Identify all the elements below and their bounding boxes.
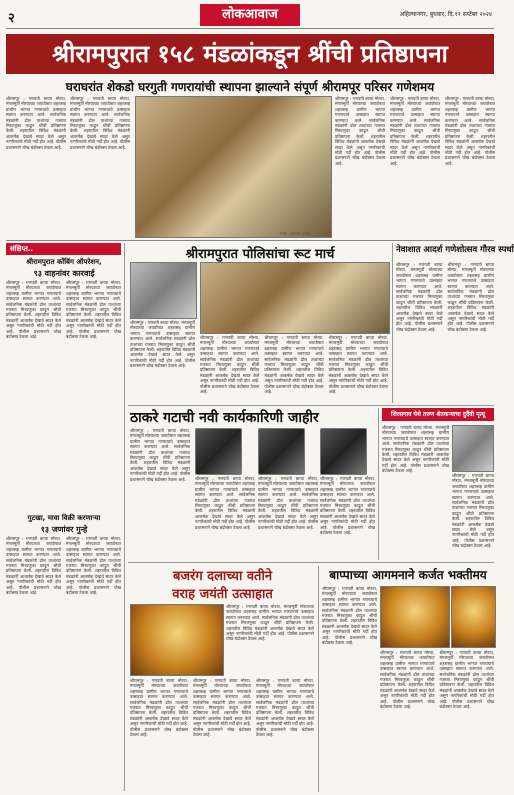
lead-text-col5: श्रीरामपूर : गणपती बाप्पा मोरया, मंगलमूर्ती मोरयाच्या जयघोषात शहरासह ग्रामीण भागात गणरायाचे उत्साहात स्वागत करण्यात आले. सार्वजनिक मंडळांनी ढोल ताशांच्या गजरात मिरवणुका काढून श्रींची प्रतिष्ठापना केली. शहरातील विविध मंडळांनी आकर्षक देखावे सादर केले असून नागरिकांची मोठी गर्दी होत आहे. पोलीस प्रशासनाने चोख बंदोबस्त ठेवला आहे. — [445, 96, 495, 166]
lead-text-col3: श्रीरामपूर : गणपती बाप्पा मोरया, मंगलमूर्ती मोरयाच्या जयघोषात शहरासह ग्रामीण भागात गणरायाचे उत्साहात स्वागत करण्यात आले. सार्वजनिक मंडळांनी ढोल ताशांच्या गजरात मिरवणुका काढून श्रींची प्रतिष्ठापना केली. शहरातील विविध मंडळांनी आकर्षक देखावे सादर केले असून नागरिकांची मोठी गर्दी होत आहे. पोलीस प्रशासनाने चोख बंदोबस्त ठेवला आहे. — [335, 96, 385, 166]
police-headline: श्रीरामपुरात पोलिसांचा रूट मार्च — [185, 247, 335, 262]
lead-photo-ganesh-procession — [135, 96, 332, 238]
competition-body — [396, 262, 494, 402]
sidebar-story2-text-a: श्रीरामपूर : गणपती बाप्पा मोरया, मंगलमूर्ती मोरयाच्या जयघोषात शहरासह ग्रामीण भागात गणरायाचे उत्साहात स्वागत करण्यात आले. सार्वजनिक मंडळांनी ढोल ताशांच्या गजरात मिरवणुका काढून श्रींची प्रतिष्ठापना केली. शहरातील विविध मंडळांनी आकर्षक देखावे सादर केले असून नागरिकांची मोठी गर्दी होत आहे. पोलीस प्रशासनाने चोख बंदोबस्त ठेवला आहे. — [6, 536, 61, 596]
police-march-photo — [200, 262, 390, 334]
page-number: २ — [8, 11, 15, 26]
competition-text-a: श्रीरामपूर : गणपती बाप्पा मोरया, मंगलमूर्ती मोरयाच्या जयघोषात शहरासह ग्रामीण भागात गणरायाचे उत्साहात स्वागत करण्यात आले. सार्वजनिक मंडळांनी ढोल ताशांच्या गजरात मिरवणुका काढून श्रींची प्रतिष्ठापना केली. शहरातील विविध मंडळांनी आकर्षक देखावे सादर केले असून नागरिकांची मोठी गर्दी होत आहे. पोलीस प्रशासनाने चोख बंदोबस्त ठेवला आहे. — [396, 262, 443, 332]
bappa-idol-photo-2 — [451, 586, 496, 648]
sidebar-story1-text-b: श्रीरामपूर : गणपती बाप्पा मोरया, मंगलमूर्ती मोरयाच्या जयघोषात शहरासह ग्रामीण भागात गणरायाचे उत्साहात स्वागत करण्यात आले. सार्वजनिक मंडळांनी ढोल ताशांच्या गजरात मिरवणुका काढून श्रींची प्रतिष्ठापना केली. शहरातील विविध मंडळांनी आकर्षक देखावे सादर केले असून नागरिकांची मोठी गर्दी होत आहे. पोलीस प्रशासनाने चोख बंदोबस्त ठेवला आहे. — [66, 280, 121, 340]
thackeray-text-col1: श्रीरामपूर : गणपती बाप्पा मोरया, मंगलमूर्ती मोरयाच्या जयघोषात शहरासह ग्रामीण भागात गणरायाचे उत्साहात स्वागत करण्यात आले. सार्वजनिक मंडळांनी ढोल ताशांच्या गजरात मिरवणुका काढून श्रींची प्रतिष्ठापना केली. शहरातील विविध मंडळांनी आकर्षक देखावे सादर केले असून नागरिकांची मोठी गर्दी होत आहे. पोलीस प्रशासनाने चोख बंदोबस्त ठेवला आहे. — [130, 428, 190, 482]
bappa-idol-photo — [380, 586, 450, 648]
lead-headline: श्रीरामपुरात १५८ मंडळांकडून श्रींची प्रतिष्ठापना — [6, 34, 494, 74]
bajrang-text-b: श्रीरामपूर : गणपती बाप्पा मोरया, मंगलमूर्ती मोरयाच्या जयघोषात शहरासह ग्रामीण भागात गणरायाचे उत्साहात स्वागत करण्यात आले. सार्वजनिक मंडळांनी ढोल ताशांच्या गजरात मिरवणुका काढून श्रींची प्रतिष्ठापना केली. शहरातील विविध मंडळांनी आकर्षक देखावे सादर केले असून नागरिकांची मोठी गर्दी होत आहे. पोलीस प्रशासनाने चोख बंदोबस्त ठेवला आहे. — [193, 678, 251, 738]
sidebar-story2-body — [6, 536, 121, 788]
sidebar-label: संक्षिप्त.. — [6, 243, 121, 255]
lead-text-col2: श्रीरामपूर : गणपती बाप्पा मोरया, मंगलमूर्ती मोरयाच्या जयघोषात शहरासह ग्रामीण भागात गणरायाचे उत्साहात स्वागत करण्यात आले. सार्वजनिक मंडळांनी ढोल ताशांच्या गजरात मिरवणुका काढून श्रींची प्रतिष्ठापना केली. शहरातील विविध मंडळांनी आकर्षक देखावे सादर केले असून नागरिकांची मोठी गर्दी होत आहे. पोलीस प्रशासनाने चोख बंदोबस्त ठेवला आहे. — [70, 96, 130, 150]
thackeray-headline: ठाकरे गटाची नवी कार्यकारिणी जाहीर — [130, 410, 319, 426]
bajrang-body — [130, 678, 314, 790]
bappa-body — [380, 650, 494, 790]
date-line: अहिल्यानगर, बुधवार, दि.११ सप्टेंबर २०२४ — [399, 11, 492, 18]
lead-photo-caption: छाया : कैलास शेळके — [280, 231, 311, 236]
sidebar-story1-text-a: श्रीरामपूर : गणपती बाप्पा मोरया, मंगलमूर्ती मोरयाच्या जयघोषात शहरासह ग्रामीण भागात गणरायाचे उत्साहात स्वागत करण्यात आले. सार्वजनिक मंडळांनी ढोल ताशांच्या गजरात मिरवणुका काढून श्रींची प्रतिष्ठापना केली. शहरातील विविध मंडळांनी आकर्षक देखावे सादर केले असून नागरिकांची मोठी गर्दी होत आहे. पोलीस प्रशासनाने चोख बंदोबस्त ठेवला आहे. — [6, 280, 61, 340]
masthead-logo: लोकआवाज — [200, 4, 300, 26]
competition-text-b: श्रीरामपूर : गणपती बाप्पा मोरया, मंगलमूर्ती मोरयाच्या जयघोषात शहरासह ग्रामीण भागात गणरायाचे उत्साहात स्वागत करण्यात आले. सार्वजनिक मंडळांनी ढोल ताशांच्या गजरात मिरवणुका काढून श्रींची प्रतिष्ठापना केली. शहरातील विविध मंडळांनी आकर्षक देखावे सादर केले असून नागरिकांची मोठी गर्दी होत आहे. पोलीस प्रशासनाने चोख बंदोबस्त ठेवला आहे. — [447, 262, 494, 332]
thackeray-text-col4: श्रीरामपूर : गणपती बाप्पा मोरया, मंगलमूर्ती मोरयाच्या जयघोषात शहरासह ग्रामीण भागात गणरायाचे उत्साहात स्वागत करण्यात आले. सार्वजनिक मंडळांनी ढोल ताशांच्या गजरात मिरवणुका काढून श्रींची प्रतिष्ठापना केली. शहरातील विविध मंडळांनी आकर्षक देखावे सादर केले असून नागरिकांची मोठी गर्दी होत आहे. पोलीस प्रशासनाने चोख बंदोबस्त ठेवला आहे. — [320, 476, 375, 536]
sidebar-story2-text-b: श्रीरामपूर : गणपती बाप्पा मोरया, मंगलमूर्ती मोरयाच्या जयघोषात शहरासह ग्रामीण भागात गणरायाचे उत्साहात स्वागत करण्यात आले. सार्वजनिक मंडळांनी ढोल ताशांच्या गजरात मिरवणुका काढून श्रींची प्रतिष्ठापना केली. शहरातील विविध मंडळांनी आकर्षक देखावे सादर केले असून नागरिकांची मोठी गर्दी होत आहे. पोलीस प्रशासनाने चोख बंदोबस्त ठेवला आहे. — [66, 536, 121, 596]
accident-text-col1: श्रीरामपूर : गणपती बाप्पा मोरया, मंगलमूर्ती मोरयाच्या जयघोषात शहरासह ग्रामीण भागात गणरायाचे उत्साहात स्वागत करण्यात आले. सार्वजनिक मंडळांनी ढोल ताशांच्या गजरात मिरवणुका काढून श्रींची प्रतिष्ठापना केली. शहरातील विविध मंडळांनी आकर्षक देखावे सादर केले असून नागरिकांची मोठी गर्दी होत आहे. पोलीस प्रशासनाने चोख बंदोबस्त ठेवला आहे. — [382, 425, 449, 474]
sidebar-story2-title: गुटखा, मावा विक्री करणाऱ्या — [27, 514, 101, 522]
thackeray-portrait-2 — [258, 428, 305, 475]
police-text-c: श्रीरामपूर : गणपती बाप्पा मोरया, मंगलमूर्ती मोरयाच्या जयघोषात शहरासह ग्रामीण भागात गणरायाचे उत्साहात स्वागत करण्यात आले. सार्वजनिक मंडळांनी ढोल ताशांच्या गजरात मिरवणुका काढून श्रींची प्रतिष्ठापना केली. शहरातील विविध मंडळांनी आकर्षक देखावे सादर केले असून नागरिकांची मोठी गर्दी होत आहे. पोलीस प्रशासनाने चोख बंदोबस्त ठेवला आहे. — [328, 335, 388, 395]
accident-divider — [378, 408, 379, 560]
lead-text-col4: श्रीरामपूर : गणपती बाप्पा मोरया, मंगलमूर्ती मोरयाच्या जयघोषात शहरासह ग्रामीण भागात गणरायाचे उत्साहात स्वागत करण्यात आले. सार्वजनिक मंडळांनी ढोल ताशांच्या गजरात मिरवणुका काढून श्रींची प्रतिष्ठापना केली. शहरातील विविध मंडळांनी आकर्षक देखावे सादर केले असून नागरिकांची मोठी गर्दी होत आहे. पोलीस प्रशासनाने चोख बंदोबस्त ठेवला आहे. — [390, 96, 440, 166]
accident-victim-photo — [452, 425, 494, 472]
sidebar-story1-title: श्रीरामपुरात कोंबिंग ऑपरेशन, — [26, 258, 102, 266]
bappa-headline: बाप्पाच्या आगमनाने कर्जत भक्तीमय — [329, 568, 487, 582]
sidebar-story1-subtitle: ९३ वाहनांवर कारवाई — [33, 269, 95, 278]
sidebar-story2-subtitle: १३ जणांवर गुन्हे — [40, 525, 88, 534]
accident-text-col2: श्रीरामपूर : गणपती बाप्पा मोरया, मंगलमूर्ती मोरयाच्या जयघोषात शहरासह ग्रामीण भागात गणरायाचे उत्साहात स्वागत करण्यात आले. सार्वजनिक मंडळांनी ढोल ताशांच्या गजरात मिरवणुका काढून श्रींची प्रतिष्ठापना केली. शहरातील विविध मंडळांनी आकर्षक देखावे सादर केले असून नागरिकांची मोठी गर्दी होत आहे. पोलीस प्रशासनाने चोख बंदोबस्त ठेवला आहे. — [452, 473, 494, 549]
competition-headline: नेवाशात आदर्श गणेशोत्सव गौरव स्पर्धा — [396, 245, 514, 255]
thackeray-text-col2: श्रीरामपूर : गणपती बाप्पा मोरया, मंगलमूर्ती मोरयाच्या जयघोषात शहरासह ग्रामीण भागात गणरायाचे उत्साहात स्वागत करण्यात आले. सार्वजनिक मंडळांनी ढोल ताशांच्या गजरात मिरवणुका काढून श्रींची प्रतिष्ठापना केली. शहरातील विविध मंडळांनी आकर्षक देखावे सादर केले असून नागरिकांची मोठी गर्दी होत आहे. पोलीस प्रशासनाने चोख बंदोबस्त ठेवला आहे. — [195, 476, 255, 530]
mid-rule — [128, 405, 494, 406]
bappa-divider — [318, 566, 319, 792]
police-body — [200, 335, 388, 400]
police-text-col1: श्रीरामपूर : गणपती बाप्पा मोरया, मंगलमूर्ती मोरयाच्या जयघोषात शहरासह ग्रामीण भागात गणरायाचे उत्साहात स्वागत करण्यात आले. सार्वजनिक मंडळांनी ढोल ताशांच्या गजरात मिरवणुका काढून श्रींची प्रतिष्ठापना केली. शहरातील विविध मंडळांनी आकर्षक देखावे सादर केले असून नागरिकांची मोठी गर्दी होत आहे. पोलीस प्रशासनाने चोख बंदोबस्त ठेवला आहे. — [130, 320, 195, 369]
thackeray-portrait-3 — [320, 428, 367, 475]
sidebar-story1-body — [6, 280, 121, 510]
police-text-b: श्रीरामपूर : गणपती बाप्पा मोरया, मंगलमूर्ती मोरयाच्या जयघोषात शहरासह ग्रामीण भागात गणरायाचे उत्साहात स्वागत करण्यात आले. सार्वजनिक मंडळांनी ढोल ताशांच्या गजरात मिरवणुका काढून श्रींची प्रतिष्ठापना केली. शहरातील विविध मंडळांनी आकर्षक देखावे सादर केले असून नागरिकांची मोठी गर्दी होत आहे. पोलीस प्रशासनाने चोख बंदोबस्त ठेवला आहे. — [264, 335, 324, 395]
competition-divider — [392, 243, 393, 403]
bajrang-headline-line2: वराह जयंती उत्साहात — [172, 587, 273, 602]
lead-subheadline: घराघरांत शेकडो घरगुती गणरायांची स्थापना झाल्याने संपूर्ण श्रीरामपूर परिसर गणेशमय — [65, 80, 435, 94]
thackeray-portrait-1 — [195, 428, 242, 475]
bajrang-text-a: श्रीरामपूर : गणपती बाप्पा मोरया, मंगलमूर्ती मोरयाच्या जयघोषात शहरासह ग्रामीण भागात गणरायाचे उत्साहात स्वागत करण्यात आले. सार्वजनिक मंडळांनी ढोल ताशांच्या गजरात मिरवणुका काढून श्रींची प्रतिष्ठापना केली. शहरातील विविध मंडळांनी आकर्षक देखावे सादर केले असून नागरिकांची मोठी गर्दी होत आहे. पोलीस प्रशासनाने चोख बंदोबस्त ठेवला आहे. — [130, 678, 188, 738]
bajrang-headline-line1: बजरंग दलाच्या वतीने — [172, 569, 273, 584]
bajrang-text-top: श्रीरामपूर : गणपती बाप्पा मोरया, मंगलमूर्ती मोरयाच्या जयघोषात शहरासह ग्रामीण भागात गणरायाचे उत्साहात स्वागत करण्यात आले. सार्वजनिक मंडळांनी ढोल ताशांच्या गजरात मिरवणुका काढून श्रींची प्रतिष्ठापना केली. शहरातील विविध मंडळांनी आकर्षक देखावे सादर केले असून नागरिकांची मोठी गर्दी होत आहे. पोलीस प्रशासनाने चोख बंदोबस्त ठेवला आहे. — [226, 604, 314, 642]
bappa-text-col1: श्रीरामपूर : गणपती बाप्पा मोरया, मंगलमूर्ती मोरयाच्या जयघोषात शहरासह ग्रामीण भागात गणरायाचे उत्साहात स्वागत करण्यात आले. सार्वजनिक मंडळांनी ढोल ताशांच्या गजरात मिरवणुका काढून श्रींची प्रतिष्ठापना केली. शहरातील विविध मंडळांनी आकर्षक देखावे सादर केले असून नागरिकांची मोठी गर्दी होत आहे. पोलीस प्रशासनाने चोख बंदोबस्त ठेवला आहे. — [322, 586, 377, 646]
lower-rule — [128, 562, 494, 563]
lead-text-col1: श्रीरामपूर : गणपती बाप्पा मोरया, मंगलमूर्ती मोरयाच्या जयघोषात शहरासह ग्रामीण भागात गणरायाचे उत्साहात स्वागत करण्यात आले. सार्वजनिक मंडळांनी ढोल ताशांच्या गजरात मिरवणुका काढून श्रींची प्रतिष्ठापना केली. शहरातील विविध मंडळांनी आकर्षक देखावे सादर केले असून नागरिकांची मोठी गर्दी होत आहे. पोलीस प्रशासनाने चोख बंदोबस्त ठेवला आहे. — [6, 96, 66, 150]
bappa-text-b: श्रीरामपूर : गणपती बाप्पा मोरया, मंगलमूर्ती मोरयाच्या जयघोषात शहरासह ग्रामीण भागात गणरायाचे उत्साहात स्वागत करण्यात आले. सार्वजनिक मंडळांनी ढोल ताशांच्या गजरात मिरवणुका काढून श्रींची प्रतिष्ठापना केली. शहरातील विविध मंडळांनी आकर्षक देखावे सादर केले असून नागरिकांची मोठी गर्दी होत आहे. पोलीस प्रशासनाने चोख बंदोबस्त ठेवला आहे. — [439, 650, 494, 710]
police-text-a: श्रीरामपूर : गणपती बाप्पा मोरया, मंगलमूर्ती मोरयाच्या जयघोषात शहरासह ग्रामीण भागात गणरायाचे उत्साहात स्वागत करण्यात आले. सार्वजनिक मंडळांनी ढोल ताशांच्या गजरात मिरवणुका काढून श्रींची प्रतिष्ठापना केली. शहरातील विविध मंडळांनी आकर्षक देखावे सादर केले असून नागरिकांची मोठी गर्दी होत आहे. पोलीस प्रशासनाने चोख बंदोबस्त ठेवला आहे. — [200, 335, 260, 395]
section-rule — [6, 240, 494, 241]
accident-headline: शिरसगाव येथे तरुण शेतकऱ्याचा दुर्दैवी मृत्यू — [382, 408, 494, 421]
bappa-text-a: श्रीरामपूर : गणपती बाप्पा मोरया, मंगलमूर्ती मोरयाच्या जयघोषात शहरासह ग्रामीण भागात गणरायाचे उत्साहात स्वागत करण्यात आले. सार्वजनिक मंडळांनी ढोल ताशांच्या गजरात मिरवणुका काढून श्रींची प्रतिष्ठापना केली. शहरातील विविध मंडळांनी आकर्षक देखावे सादर केले असून नागरिकांची मोठी गर्दी होत आहे. पोलीस प्रशासनाने चोख बंदोबस्त ठेवला आहे. — [380, 650, 435, 710]
header-rule — [6, 28, 494, 29]
thackeray-text-col3: श्रीरामपूर : गणपती बाप्पा मोरया, मंगलमूर्ती मोरयाच्या जयघोषात शहरासह ग्रामीण भागात गणरायाचे उत्साहात स्वागत करण्यात आले. सार्वजनिक मंडळांनी ढोल ताशांच्या गजरात मिरवणुका काढून श्रींची प्रतिष्ठापना केली. शहरातील विविध मंडळांनी आकर्षक देखावे सादर केले असून नागरिकांची मोठी गर्दी होत आहे. पोलीस प्रशासनाने चोख बंदोबस्त ठेवला आहे. — [258, 476, 318, 530]
bajrang-text-c: श्रीरामपूर : गणपती बाप्पा मोरया, मंगलमूर्ती मोरयाच्या जयघोषात शहरासह ग्रामीण भागात गणरायाचे उत्साहात स्वागत करण्यात आले. सार्वजनिक मंडळांनी ढोल ताशांच्या गजरात मिरवणुका काढून श्रींची प्रतिष्ठापना केली. शहरातील विविध मंडळांनी आकर्षक देखावे सादर केले असून नागरिकांची मोठी गर्दी होत आहे. पोलीस प्रशासनाने चोख बंदोबस्त ठेवला आहे. — [256, 678, 314, 738]
sidebar-divider — [124, 243, 125, 791]
police-photo — [130, 262, 197, 319]
bajrang-varaha-photo — [130, 604, 224, 676]
